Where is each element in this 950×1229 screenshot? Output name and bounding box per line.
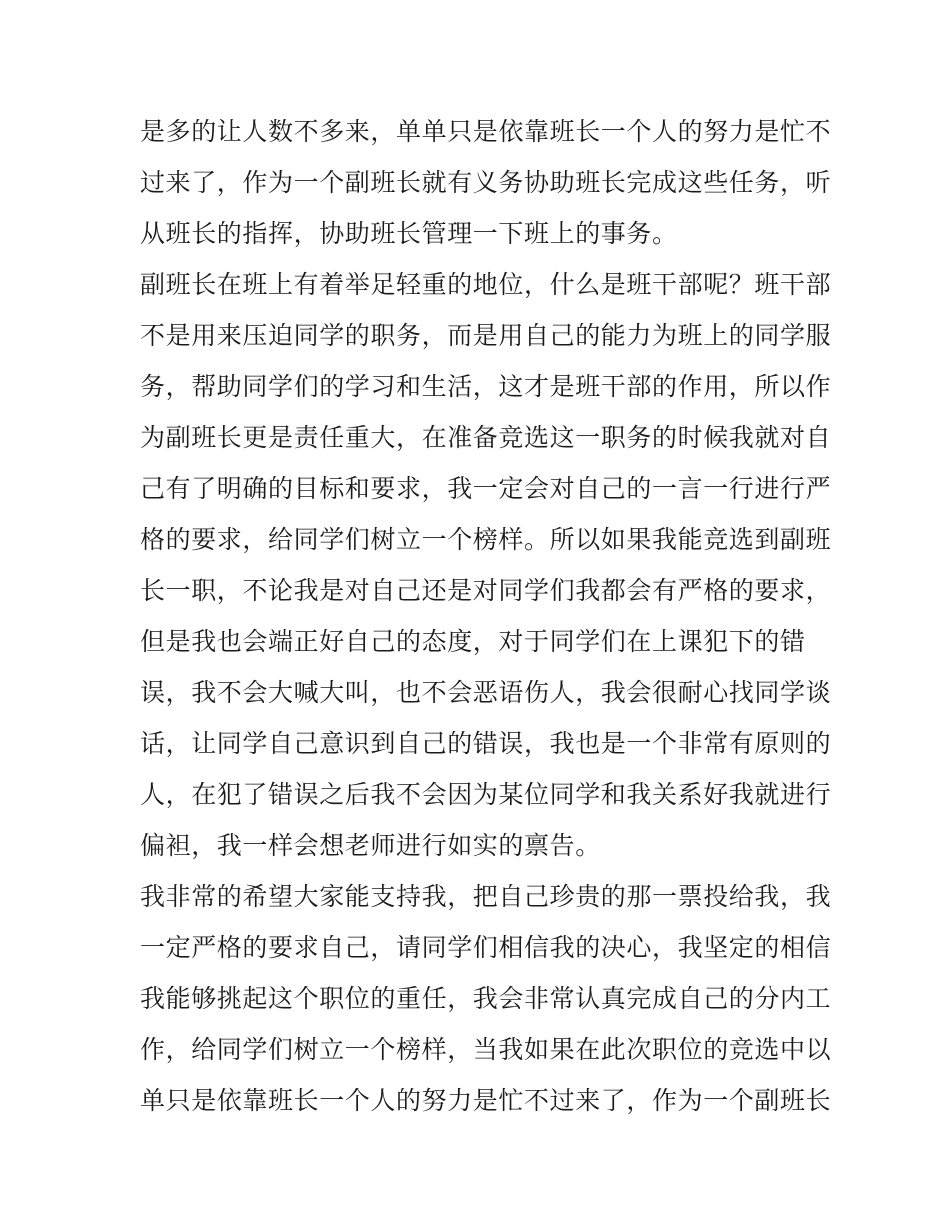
text-line-19: 作，给同学们树立一个榜样，当我如果在此次职位的竞选中以 <box>140 1035 832 1064</box>
text-line-18: 我能够挑起这个职位的重任，我会非常认真完成自己的分内工 <box>140 984 832 1013</box>
text-line-5: 不是用来压迫同学的职务，而是用自己的能力为班上的同学服 <box>140 321 832 350</box>
text-line-16: 我非常的希望大家能支持我，把自己珍贵的那一票投给我，我 <box>140 882 832 911</box>
text-line-9: 格的要求，给同学们树立一个榜样。所以如果我能竞选到副班 <box>140 525 832 554</box>
text-line-20: 单只是依靠班长一个人的努力是忙不过来了，作为一个副班长 <box>140 1086 832 1115</box>
text-line-3: 从班长的指挥，协助班长管理一下班上的事务。 <box>140 219 678 248</box>
text-line-4: 副班长在班上有着举足轻重的地位，什么是班干部呢？班干部 <box>140 270 832 299</box>
text-line-8: 己有了明确的目标和要求，我一定会对自己的一言一行进行严 <box>140 474 832 503</box>
text-line-2: 过来了，作为一个副班长就有义务协助班长完成这些任务，听 <box>140 168 832 197</box>
text-line-7: 为副班长更是责任重大，在准备竞选这一职务的时候我就对自 <box>140 423 832 452</box>
text-line-17: 一定严格的要求自己，请同学们相信我的决心，我坚定的相信 <box>140 933 832 962</box>
text-line-1: 是多的让人数不多来，单单只是依靠班长一个人的努力是忙不 <box>140 117 832 146</box>
text-line-13: 话，让同学自己意识到自己的错误，我也是一个非常有原则的 <box>140 729 832 758</box>
text-line-6: 务，帮助同学们的学习和生活，这才是班干部的作用，所以作 <box>140 372 832 401</box>
text-line-15: 偏袒，我一样会想老师进行如实的禀告。 <box>140 831 601 860</box>
text-line-11: 但是我也会端正好自己的态度，对于同学们在上课犯下的错 <box>140 627 806 656</box>
text-line-14: 人，在犯了错误之后我不会因为某位同学和我关系好我就进行 <box>140 780 832 809</box>
text-line-10: 长一职，不论我是对自己还是对同学们我都会有严格的要求， <box>140 576 832 605</box>
body-text <box>140 106 832 1126</box>
text-line-12: 误，我不会大喊大叫，也不会恶语伤人，我会很耐心找同学谈 <box>140 678 832 707</box>
